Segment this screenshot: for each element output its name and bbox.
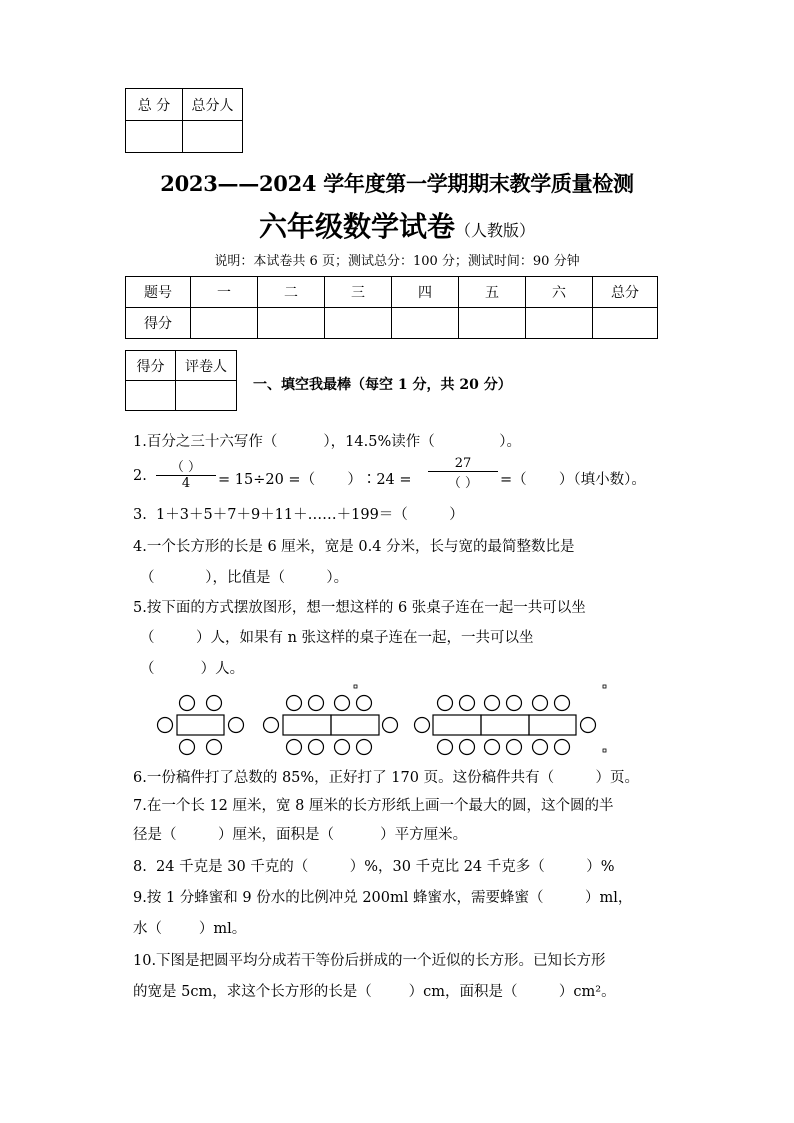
table-rect [283,715,331,735]
section-1-heading: 一、填空我最棒（每空 1 分，共 20 分） [253,377,512,393]
score-table [125,276,658,339]
score-table-header-cell: 一 [191,277,258,308]
chair-circle [287,696,302,711]
score-table-header-cell: 六 [526,277,593,308]
grader-cell[interactable] [176,381,237,411]
exam-subtitle [0,205,794,245]
question-10-line-1: 10.下图是把圆平均分成若干等份后拼成的一个近似的长方形。已知长方形 [133,953,606,969]
score-cell[interactable] [258,308,325,339]
table-rect [529,715,576,735]
q2-fraction-1 [156,456,216,491]
chair-circle [207,740,222,755]
resize-handle-icon [354,685,357,688]
q2-fraction-2-numerator: 27 [454,456,472,471]
total-score-box [125,88,243,153]
score-cell[interactable] [191,308,258,339]
chair-circle [287,740,302,755]
score-table-header-cell: 二 [258,277,325,308]
q2-fraction-2 [428,456,498,491]
chair-circle [507,740,522,755]
chair-circle [264,718,279,733]
question-7-line-1: 7.在一个长 12 厘米，宽 8 厘米的长方形纸上画一个最大的圆，这个圆的半 [133,798,614,814]
chair-circle [309,696,324,711]
q2-fraction-1-numerator: （ ） [170,460,202,475]
total-score-label: 总 分 [126,89,183,121]
resize-handle-icon [603,685,606,688]
question-7-line-2: 径是（ ）厘米，面积是（ ）平方厘米。 [133,827,468,843]
chair-circle [158,718,173,733]
three-tables-arrangement [415,696,596,755]
question-2-suffix: =（ ）（填小数）。 [500,472,646,488]
question-5-line-3: （ ）人。 [140,661,245,677]
score-row-label: 得分 [126,308,191,339]
question-9-line-1: 9.按 1 分蜂蜜和 9 份水的比例冲兑 200ml 蜂蜜水，需要蜂蜜（ ）ml， [133,890,633,906]
chair-circle [533,740,548,755]
score-table-header-cell: 三 [325,277,392,308]
score-cell[interactable] [325,308,392,339]
score-cell[interactable] [593,308,658,339]
chair-circle [555,696,570,711]
question-6: 6.一份稿件打了总数的 85%，正好打了 170 页。这份稿件共有（ ）页。 [133,770,640,786]
question-4-line-1: 4.一个长方形的长是 6 厘米，宽是 0.4 分米，长与宽的最简整数比是 [133,539,575,555]
question-1: 1.百分之三十六写作（ ），14.5%读作（ ）。 [133,434,522,450]
chair-circle [485,740,500,755]
grader-box [125,350,237,411]
question-8: 8. 24 千克是 30 千克的（ ）%，30 千克比 24 千克多（ ）% [133,859,615,875]
score-table-header-cell: 题号 [126,277,191,308]
subtitle-main: 六年级数学试卷 [258,210,455,243]
question-4-line-2: （ ），比值是（ ）。 [140,570,349,586]
total-score-cell[interactable] [126,121,183,153]
grader-score-label: 得分 [126,351,176,381]
question-5-line-1: 5.按下面的方式摆放图形，想一想这样的 6 张桌子连在一起一共可以坐 [133,600,586,616]
chair-circle [383,718,398,733]
chair-circle [207,696,222,711]
chair-circle [438,740,453,755]
edition-label: （人教版） [455,221,536,240]
table-rect [177,715,224,735]
chair-circle [357,740,372,755]
question-3: 3. 1＋3＋5＋7＋9＋11＋……＋199＝（ ） [133,507,464,523]
one-table-arrangement [158,696,244,755]
chair-circle [485,696,500,711]
instructions-note: 说明：本试卷共 6 页；测试总分：100 分；测试时间：90 分钟 [214,254,580,269]
chair-circle [180,696,195,711]
chair-circle [335,696,350,711]
question-10-line-2: 的宽是 5cm，求这个长方形的长是（ ）cm，面积是（ ）cm²。 [133,984,616,1000]
grader-score-cell[interactable] [126,381,176,411]
score-table-header-cell: 五 [459,277,526,308]
table-rect [433,715,481,735]
exam-title: 2023——2024 学年度第一学期期末教学质量检测 [160,171,634,196]
score-table-header-cell: 四 [392,277,459,308]
chair-circle [460,696,475,711]
chair-circle [415,718,430,733]
table-rect [481,715,529,735]
chair-circle [507,696,522,711]
two-tables-arrangement [264,696,398,755]
chair-circle [555,740,570,755]
score-table-header-cell: 总分 [593,277,658,308]
chair-circle [438,696,453,711]
chair-circle [581,718,596,733]
scorer-label: 总分人 [183,89,243,121]
chair-circle [229,718,244,733]
question-2-prefix: 2. [133,468,147,484]
question-9-line-2: 水（ ）ml。 [133,921,247,937]
score-cell[interactable] [392,308,459,339]
chair-circle [180,740,195,755]
scorer-cell[interactable] [183,121,243,153]
score-cell[interactable] [526,308,593,339]
resize-handle-icon [603,749,606,752]
q2-fraction-1-denominator: 4 [181,476,191,491]
question-5-line-2: （ ）人，如果有 n 张这样的桌子连在一起，一共可以坐 [140,630,534,646]
chair-circle [309,740,324,755]
q2-fraction-2-denominator: （ ） [447,476,479,491]
chair-circle [460,740,475,755]
grader-label: 评卷人 [176,351,237,381]
chair-circle [357,696,372,711]
table-rect [331,715,379,735]
score-cell[interactable] [459,308,526,339]
question-2-middle: = 15÷20 =（ ）∶24 = [218,472,412,488]
chair-circle [335,740,350,755]
chair-circle [533,696,548,711]
tables-chairs-figure [150,683,615,763]
